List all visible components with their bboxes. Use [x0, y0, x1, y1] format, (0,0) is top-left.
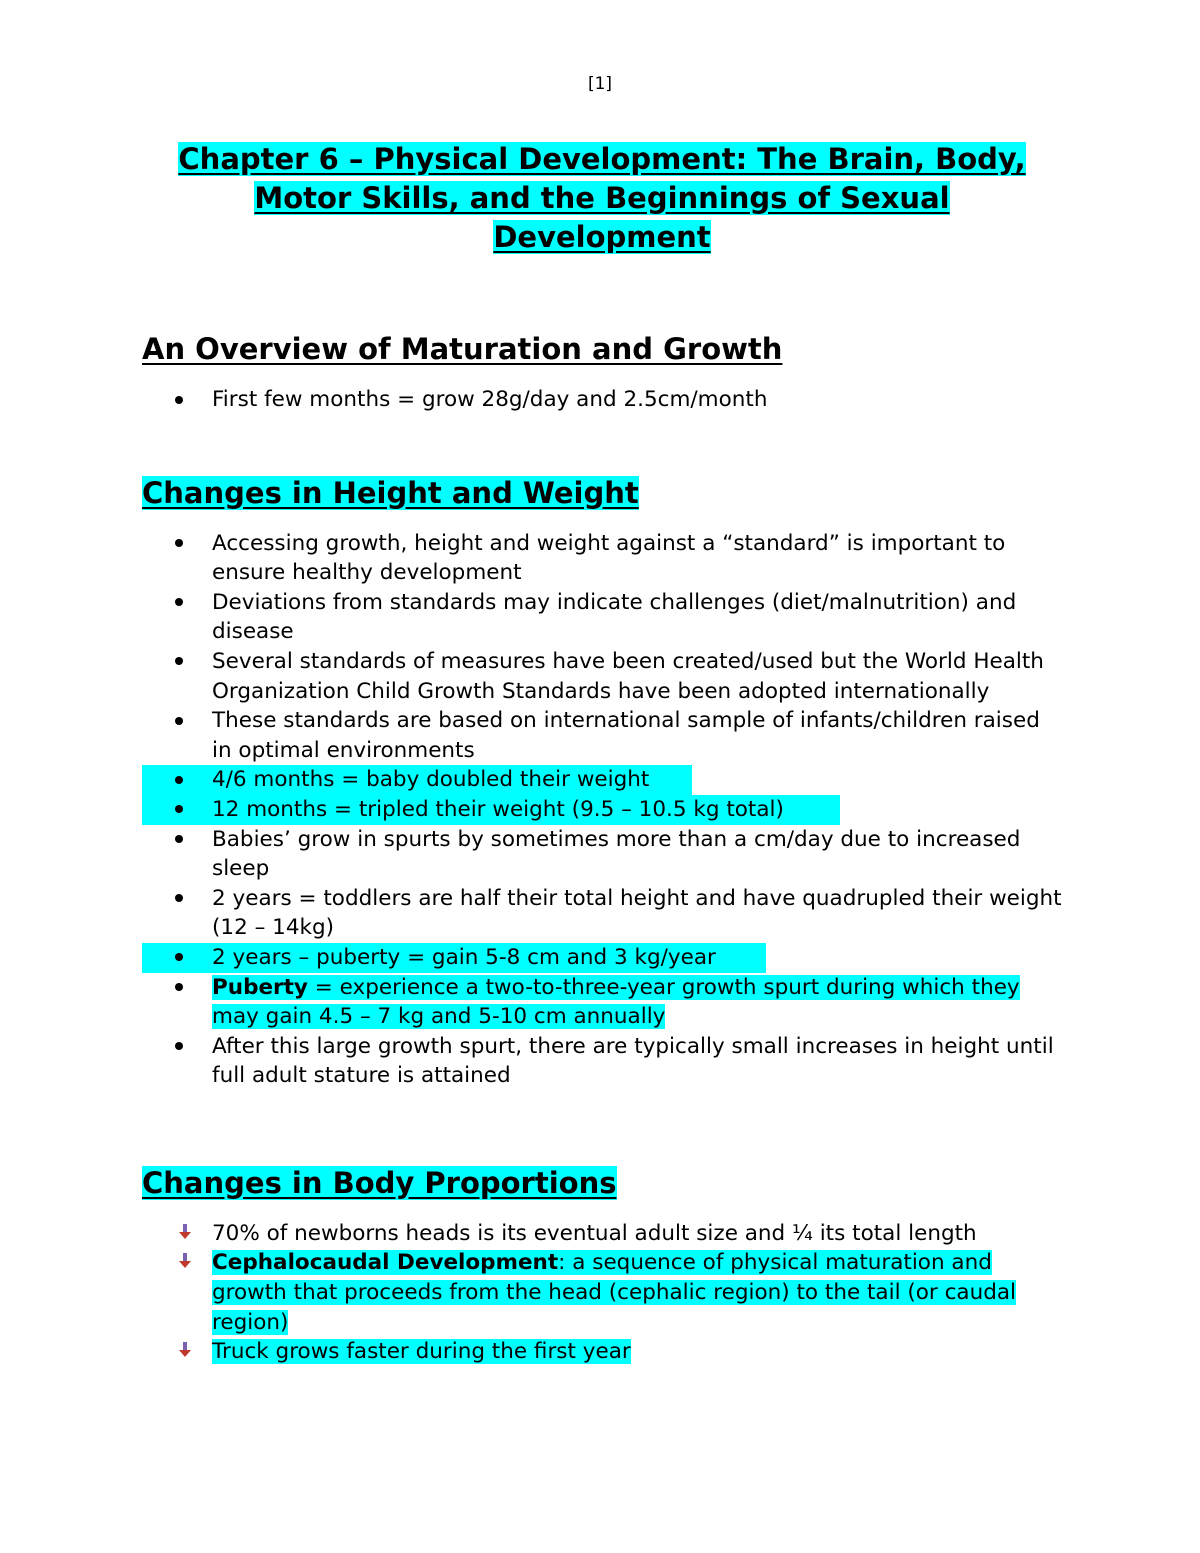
- section-title-overview: An Overview of Maturation and Growth: [142, 332, 783, 366]
- list-item-highlighted: [142, 943, 766, 973]
- list-item: [142, 706, 1062, 765]
- list-item-text: 70% of newborns heads is its eventual adult size and ¼ its total length: [212, 1220, 977, 1246]
- overview-list: [142, 385, 1062, 415]
- cephalocaudal-text: [212, 1250, 1016, 1334]
- list-item-text: 12 months = tripled their weight (9.5 – 10.5 kg total): [212, 796, 784, 822]
- bullet-dot: [175, 1042, 183, 1050]
- bullet-dot: [175, 835, 183, 843]
- list-item-text: Accessing growth, height and weight against a “standard” is important to ensure healthy development: [212, 530, 1006, 586]
- list-item-text: First few months = grow 28g/day and 2.5cm/month: [212, 387, 768, 412]
- bullet-dot: [175, 894, 183, 902]
- list-item-text: After this large growth spurt, there are typically small increases in height until full adult stature is attained: [212, 1033, 1054, 1089]
- page-number: [1]: [587, 74, 613, 94]
- list-item: [142, 884, 1062, 943]
- bullet-dot: [175, 983, 183, 991]
- list-item-text: 4/6 months = baby doubled their weight: [212, 767, 650, 793]
- section-title-body-proportions: [142, 1163, 1062, 1203]
- puberty-definition: = experience a two-to-three-year growth spurt during which they may gain 4.5 – 7 kg and 5-10 cm annually: [212, 974, 1020, 1030]
- list-item: [142, 588, 1062, 647]
- chapter-title: [142, 140, 1062, 257]
- list-item-text: Truck grows faster during the first year: [212, 1339, 631, 1365]
- list-item-cephalocaudal: [142, 1248, 1062, 1337]
- bullet-dot: [175, 805, 183, 813]
- list-item: [142, 647, 1062, 706]
- list-item: [142, 385, 1062, 415]
- down-arrow-bullet-icon: [178, 1251, 192, 1271]
- list-item-highlighted: [142, 795, 840, 825]
- section-title-text: Changes in Body Proportions: [142, 1165, 617, 1200]
- down-arrow-bullet-icon: [178, 1340, 192, 1360]
- list-item-text: 2 years – puberty = gain 5-8 cm and 3 kg/year: [212, 944, 716, 970]
- bullet-dot: [175, 953, 183, 961]
- chapter-title-line-2: Motor Skills, and the Beginnings of Sexual: [254, 181, 950, 215]
- bullet-dot: [175, 776, 183, 784]
- down-arrow-bullet-icon: [178, 1222, 192, 1242]
- list-item-text: These standards are based on international sample of infants/children raised in optimal environments: [212, 708, 1040, 763]
- bullet-dot: [175, 717, 183, 725]
- bullet-dot: [175, 396, 183, 404]
- bullet-dot: [175, 657, 183, 665]
- height-weight-list: [142, 529, 1062, 1091]
- section-title-height-weight: [142, 473, 1062, 513]
- bullet-dot: [175, 539, 183, 547]
- list-item: [142, 529, 1062, 588]
- list-item-text: Deviations from standards may indicate challenges (diet/malnutrition) and disease: [212, 589, 1017, 645]
- section-title-text: Changes in Height and Weight: [142, 475, 639, 510]
- list-item-text: 2 years = toddlers are half their total height and have quadrupled their weight (12 – 14kg): [212, 885, 1062, 941]
- document-body: [142, 140, 1062, 1367]
- list-item-text: Several standards of measures have been created/used but the World Health Organization Child Growth Standards have been adopted internationally: [212, 648, 1044, 704]
- list-item-puberty: [142, 973, 1062, 1032]
- body-proportions-list: [142, 1219, 1062, 1367]
- cephalocaudal-term: Cephalocaudal Development: [212, 1250, 559, 1276]
- list-item: [142, 1337, 1062, 1367]
- list-item: [142, 1219, 1062, 1249]
- chapter-title-line-1: Chapter 6 – Physical Development: The Brain, Body,: [178, 142, 1026, 176]
- puberty-term: Puberty: [212, 974, 308, 1000]
- list-item: [142, 825, 1062, 884]
- list-item-text: Babies’ grow in spurts by sometimes more than a cm/day due to increased sleep: [212, 826, 1021, 882]
- bullet-dot: [175, 598, 183, 606]
- list-item: [142, 1032, 1062, 1091]
- puberty-text: [212, 975, 1020, 1030]
- cephalocaudal-definition: : a sequence of physical maturation and growth that proceeds from the head (cephalic region) to the tail (or caudal region): [212, 1250, 1017, 1335]
- list-item-highlighted: [142, 765, 692, 795]
- chapter-title-line-3: Development: [493, 220, 711, 254]
